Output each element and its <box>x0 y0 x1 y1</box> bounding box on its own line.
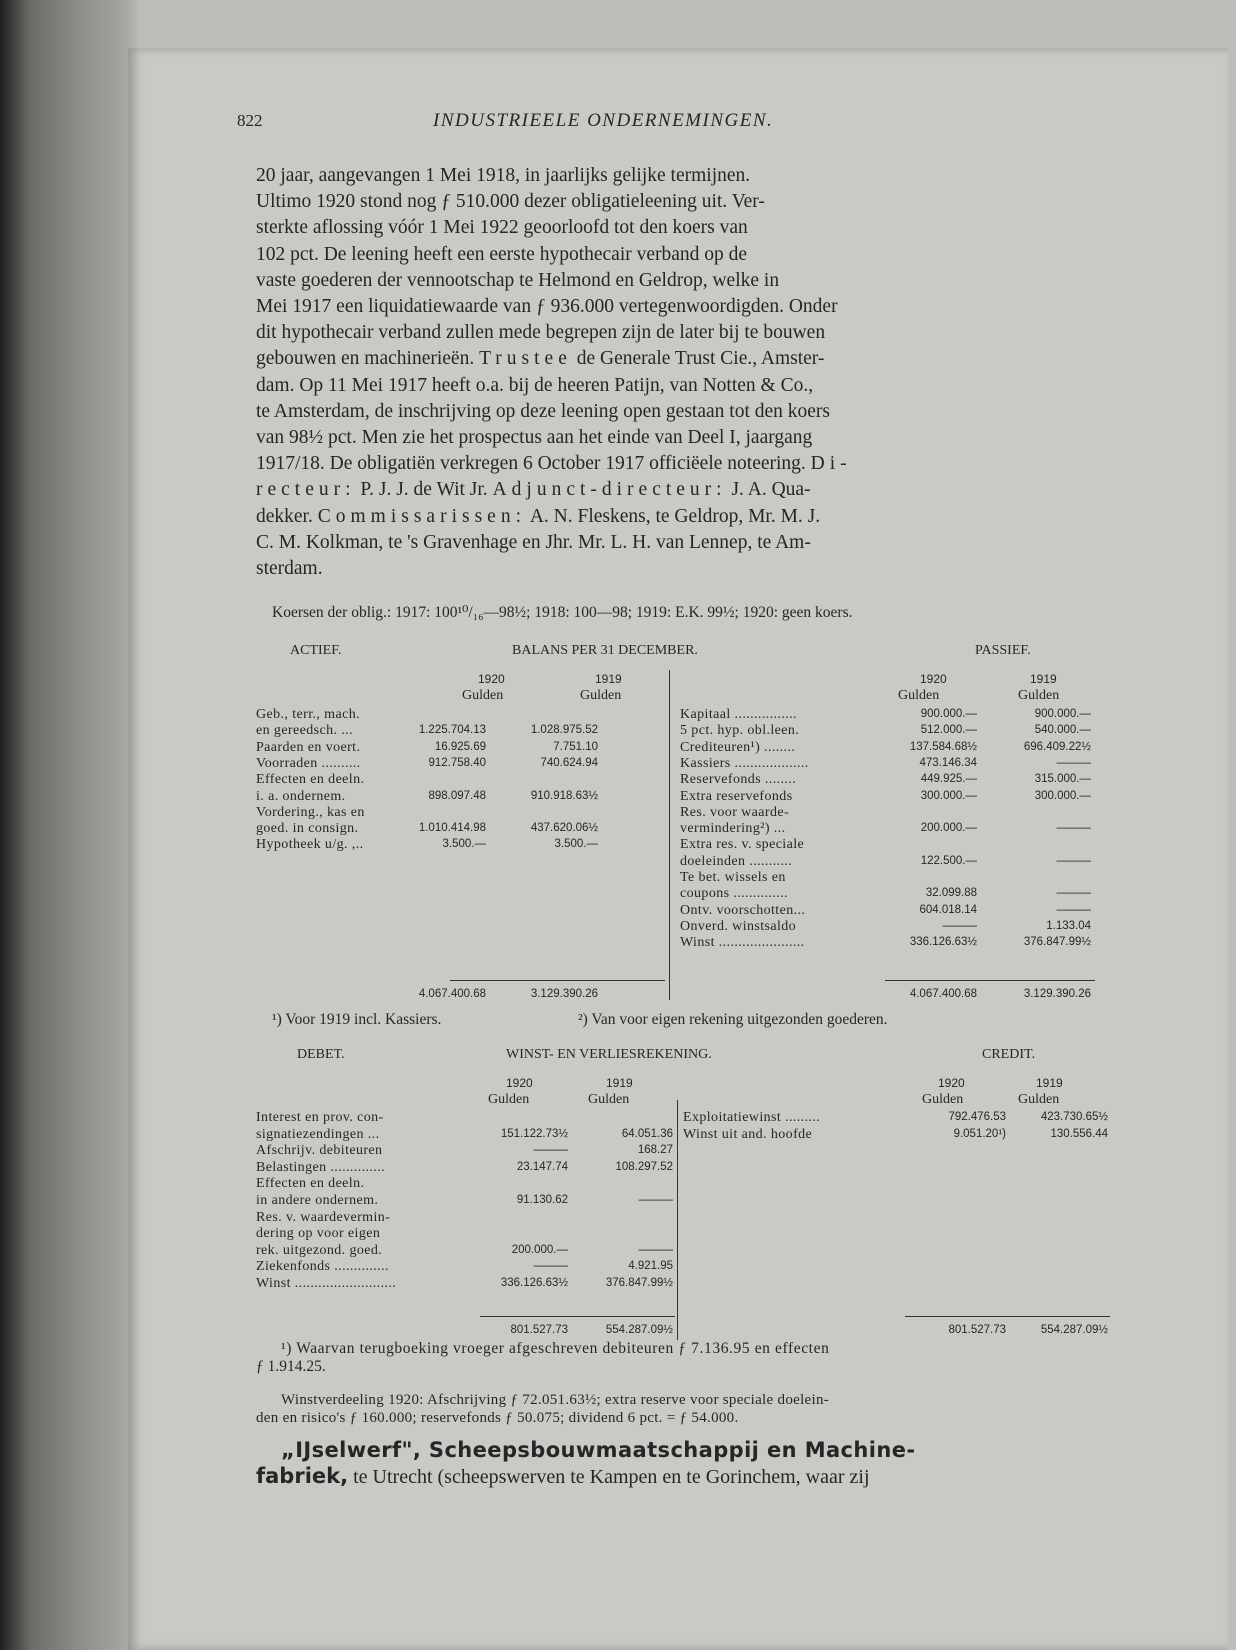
passief-value-1919: 696.409.22½ <box>1023 740 1091 753</box>
credit-value-1919: 423.730.65½ <box>1040 1111 1108 1123</box>
debet-value-1920: 91.130.62 <box>516 1194 568 1206</box>
winst-footnote-cont: ƒ 1.914.25. <box>256 1358 326 1375</box>
passief-value-1920: 512.000.— <box>920 724 977 737</box>
debet-label: rek. uitgezond. goed. <box>256 1242 383 1258</box>
passief-value-1920: 473.146.34 <box>919 756 977 769</box>
actief-value-1919: 437.620.06½ <box>530 822 598 835</box>
actief-value-1920: 1.010.414.98 <box>418 822 486 835</box>
actief-label: en gereedsch. ... <box>256 723 353 739</box>
winst-footnote: ¹) Waarvan terugboeking vroeger afgeschreven debiteuren ƒ 7.136.95 en effecten <box>281 1340 830 1357</box>
actief-value-1919: 7.751.10 <box>553 740 598 753</box>
actief-value-1919: 910.918.63½ <box>530 789 598 802</box>
passief-value-1920: ——— <box>942 919 977 932</box>
passief-label: Winst ...................... <box>680 935 805 951</box>
credit-value-1920: 9.051.20¹) <box>953 1127 1006 1140</box>
text-span: P. J. J. de Wit Jr. <box>360 479 488 501</box>
text-span: gebouwen en machinerieën. <box>256 348 475 370</box>
debet-value-1919: 108.297.52 <box>615 1160 673 1173</box>
winstverdeeling-line2: den en risico's ƒ 160.000; reservefonds ƒ 50.075; dividend 6 pct. = ƒ 54.000. <box>256 1410 739 1426</box>
passief-label: vermindering²) ... <box>680 821 786 837</box>
text-line <box>256 477 1096 503</box>
running-title: INDUSTRIEELE ONDERNEMINGEN. <box>433 110 774 131</box>
year-1920: 1920 <box>938 1076 965 1090</box>
actief-label: Paarden en voert. <box>256 739 361 755</box>
next-company-name: „IJselwerf", Scheepsbouwmaatschappij en Machine- <box>281 1438 916 1462</box>
passief-value-1919: ——— <box>1056 756 1091 769</box>
debet-label: signatiezendingen ... <box>256 1126 380 1142</box>
debet-heading: DEBET. <box>297 1047 345 1062</box>
passief-value-1919: 900.000.— <box>1034 708 1091 720</box>
unit-gulden: Gulden <box>898 688 940 703</box>
debet-label: Ziekenfonds .............. <box>256 1259 389 1275</box>
text-line <box>256 504 1096 530</box>
passief-value-1920: 336.126.63½ <box>909 936 977 949</box>
credit-value-1919: 130.556.44 <box>1050 1127 1108 1140</box>
text-span: A. N. Fleskens, te Geldrop, Mr. M. J. <box>529 505 821 527</box>
debet-label: Effecten en deeln. <box>256 1176 365 1192</box>
year-1919: 1919 <box>606 1076 633 1090</box>
bond-prices: Koersen der oblig.: 1917: 100¹⁰/₁₆—98½; 1918: 100—98; 1919: E.K. 99½; 1920: geen koers. <box>272 604 853 621</box>
actief-value-1920: 3.500.— <box>442 838 486 851</box>
text-span: 1917/18. De obligatiën verkregen 6 October 1917 officiëele noteering. <box>256 453 806 475</box>
unit-gulden: Gulden <box>922 1092 964 1107</box>
actief-label: Effecten en deeln. <box>256 772 365 788</box>
debet-value-1920: 151.122.73½ <box>500 1127 568 1140</box>
year-1920: 1920 <box>920 672 947 686</box>
winstverdeeling-line1: Winstverdeeling 1920: Afschrijving ƒ 72.051.63½; extra reserve voor speciale doelein- <box>281 1392 830 1408</box>
passief-value-1920: 32.099.88 <box>925 887 977 900</box>
passief-label: doeleinden ........... <box>680 853 793 869</box>
year-1919: 1919 <box>1036 1076 1063 1090</box>
actief-value-1920: 898.097.48 <box>428 789 486 802</box>
actief-label: Vordering., kas en <box>256 804 365 820</box>
year-1920: 1920 <box>506 1076 533 1090</box>
passief-label: Te bet. wissels en <box>680 870 786 885</box>
credit-value-1920: 792.476.53 <box>948 1111 1006 1123</box>
passief-value-1920: 122.500.— <box>920 854 977 867</box>
text-line: sterdam. <box>256 558 323 580</box>
debet-label: Afschrijv. debiteuren <box>256 1143 383 1159</box>
actief-total-1919: 3.129.390.26 <box>530 988 598 1000</box>
text-line: van 98½ pct. Men zie het prospectus aan het einde van Deel I, jaargang <box>256 427 813 449</box>
next-company-line <box>256 1464 870 1489</box>
actief-value-1919: 740.624.94 <box>540 756 598 769</box>
actief-label: Voorraden .......... <box>256 755 361 771</box>
actief-value-1920: 912.758.40 <box>428 756 486 769</box>
total-rule <box>885 980 1095 981</box>
passief-total-1919: 3.129.390.26 <box>1023 988 1091 1000</box>
debet-value-1919: 376.847.99½ <box>605 1277 673 1289</box>
text-span: J. A. Qua- <box>731 479 811 501</box>
debet-value-1920: ——— <box>533 1144 568 1157</box>
debet-label: Res. v. waardevermin- <box>256 1209 391 1225</box>
actief-heading: ACTIEF. <box>290 643 342 658</box>
passief-value-1920: 604.018.14 <box>919 903 977 916</box>
passief-label: Extra res. v. speciale <box>680 837 805 853</box>
text-line <box>256 346 1096 372</box>
debet-value-1919: 4.921.95 <box>628 1260 673 1273</box>
actief-label: Geb., terr., mach. <box>256 707 360 722</box>
debet-label: Belastingen .............. <box>256 1159 385 1175</box>
winst-divider <box>677 1100 678 1340</box>
text-line: dam. Op 11 Mei 1917 heeft o.a. bij de heeren Patijn, van Notten & Co., <box>256 374 814 396</box>
actief-label: goed. in consign. <box>256 821 359 837</box>
passief-label: Kapitaal ................ <box>680 707 797 722</box>
text-line: Ultimo 1920 stond nog ƒ 510.000 dezer obligatieleening uit. Ver- <box>256 191 765 213</box>
passief-label: Extra reservefonds <box>680 788 793 804</box>
debet-value-1920: 200.000.— <box>511 1243 568 1256</box>
passief-value-1920: 900.000.— <box>920 708 977 720</box>
actief-label: Hypotheek u/g. ,.. <box>256 837 364 853</box>
debet-total-1919: 554.287.09½ <box>605 1324 673 1336</box>
unit-gulden: Gulden <box>588 1092 630 1107</box>
debet-value-1919: 64.051.36 <box>621 1127 673 1140</box>
passief-value-1919: 376.847.99½ <box>1023 936 1091 949</box>
debet-value-1919: 168.27 <box>637 1144 673 1157</box>
passief-value-1919: ——— <box>1056 822 1091 835</box>
balans-footnote-2: ²) Van voor eigen rekening uitgezonden goederen. <box>578 1011 888 1028</box>
debet-value-1920: ——— <box>533 1260 568 1273</box>
unit-gulden: Gulden <box>488 1092 530 1107</box>
passief-label: Kassiers ................... <box>680 755 809 771</box>
actief-value-1919: 1.028.975.52 <box>530 724 598 737</box>
text-line: dit hypothecair verband zullen mede begrepen zijn de later bij te bouwen <box>256 322 826 344</box>
text-line: vaste goederen der vennootschap te Helmond en Geldrop, welke in <box>256 269 780 291</box>
total-rule <box>480 1316 675 1317</box>
passief-value-1920: 449.925.— <box>920 773 977 786</box>
passief-value-1919: 315.000.— <box>1034 773 1091 786</box>
credit-label: Exploitatiewinst ......... <box>683 1110 821 1125</box>
company-description <box>256 163 1096 582</box>
passief-value-1919: 300.000.— <box>1034 789 1091 802</box>
year-1920: 1920 <box>478 672 505 686</box>
year-1919: 1919 <box>1030 672 1057 686</box>
passief-label: 5 pct. hyp. obl.leen. <box>680 723 800 739</box>
text-line: Mei 1917 een liquidatiewaarde van ƒ 936.000 vertegenwoordigden. Onder <box>256 296 838 318</box>
passief-label: Res. voor waarde- <box>680 804 790 820</box>
unit-gulden: Gulden <box>1018 688 1060 703</box>
passief-label: Reservefonds ........ <box>680 772 797 788</box>
passief-value-1920: 137.584.68½ <box>909 740 977 753</box>
total-rule <box>905 1316 1110 1317</box>
debet-value-1920: 23.147.74 <box>516 1160 568 1173</box>
passief-value-1920: 300.000.— <box>920 789 977 802</box>
adjunct-label: Adjunct-directeur: <box>492 479 727 501</box>
actief-value-1920: 1.225.704.13 <box>418 724 486 737</box>
directeur-label: Di- <box>810 453 852 475</box>
text-line: 102 pct. De leening heeft een eerste hypothecair verband op de <box>256 243 748 265</box>
unit-gulden: Gulden <box>580 688 622 703</box>
trustee-label: Trustee <box>479 348 572 370</box>
text-span: de Generale Trust Cie., Amster- <box>576 348 825 370</box>
passief-value-1919: 540.000.— <box>1034 724 1091 737</box>
balans-footnote-1: ¹) Voor 1919 incl. Kassiers. <box>272 1011 442 1028</box>
debet-value-1919: ——— <box>638 1243 673 1256</box>
passief-label: Onverd. winstsaldo <box>680 918 797 934</box>
directeur-label: recteur: <box>256 479 356 501</box>
debet-label: dering op voor eigen <box>256 1226 381 1242</box>
next-company-text: te Utrecht (scheepswerven te Kampen en te Gorinchem, waar zij <box>353 1466 870 1488</box>
unit-gulden: Gulden <box>1018 1092 1060 1107</box>
credit-total-1920: 801.527.73 <box>948 1324 1006 1336</box>
next-company-name-end: fabriek, <box>256 1464 349 1488</box>
debet-label: Winst .......................... <box>256 1276 397 1291</box>
passief-label: coupons .............. <box>680 886 788 902</box>
year-1919: 1919 <box>595 672 622 686</box>
credit-total-1919: 554.287.09½ <box>1040 1324 1108 1336</box>
text-line: C. M. Kolkman, te 's Gravenhage en Jhr. Mr. L. H. van Lennep, te Am- <box>256 531 811 553</box>
passief-value-1919: ——— <box>1056 854 1091 867</box>
debet-value-1919: ——— <box>638 1194 673 1206</box>
unit-gulden: Gulden <box>462 688 504 703</box>
text-line <box>256 451 1096 477</box>
debet-label: Interest en prov. con- <box>256 1110 384 1125</box>
actief-value-1920: 16.925.69 <box>434 740 486 753</box>
winst-heading: WINST- EN VERLIESREKENING. <box>506 1047 712 1062</box>
text-span: dekker. <box>256 505 313 527</box>
text-line: te Amsterdam, de inschrijving op deze leening open gestaan tot den koers <box>256 400 831 422</box>
debet-value-1920: 336.126.63½ <box>500 1277 568 1289</box>
passief-heading: PASSIEF. <box>975 643 1031 658</box>
actief-total-1920: 4.067.400.68 <box>418 988 486 1000</box>
page-number: 822 <box>237 111 263 130</box>
passief-value-1919: ——— <box>1056 903 1091 916</box>
actief-label: i. a. ondernem. <box>256 788 346 804</box>
actief-value-1919: 3.500.— <box>554 838 598 851</box>
text-line: sterkte aflossing vóór 1 Mei 1922 geoorloofd tot den koers van <box>256 217 748 239</box>
commissarissen-label: Commissarissen: <box>317 505 526 527</box>
passief-value-1920: 200.000.— <box>920 822 977 835</box>
balans-heading: BALANS PER 31 DECEMBER. <box>512 643 698 658</box>
credit-label: Winst uit and. hoofde <box>683 1126 813 1142</box>
credit-heading: CREDIT. <box>982 1047 1036 1062</box>
text-line: 20 jaar, aangevangen 1 Mei 1918, in jaarlijks gelijke termijnen. <box>256 165 751 186</box>
passief-value-1919: ——— <box>1056 887 1091 900</box>
passief-value-1919: 1.133.04 <box>1046 919 1091 932</box>
passief-label: Ontv. voorschotten... <box>680 902 806 918</box>
debet-label: in andere ondernem. <box>256 1193 379 1208</box>
debet-total-1920: 801.527.73 <box>510 1324 568 1336</box>
passief-label: Crediteuren¹) ........ <box>680 739 796 755</box>
balans-divider <box>669 670 670 1000</box>
passief-total-1920: 4.067.400.68 <box>909 988 977 1000</box>
total-rule <box>450 980 665 981</box>
